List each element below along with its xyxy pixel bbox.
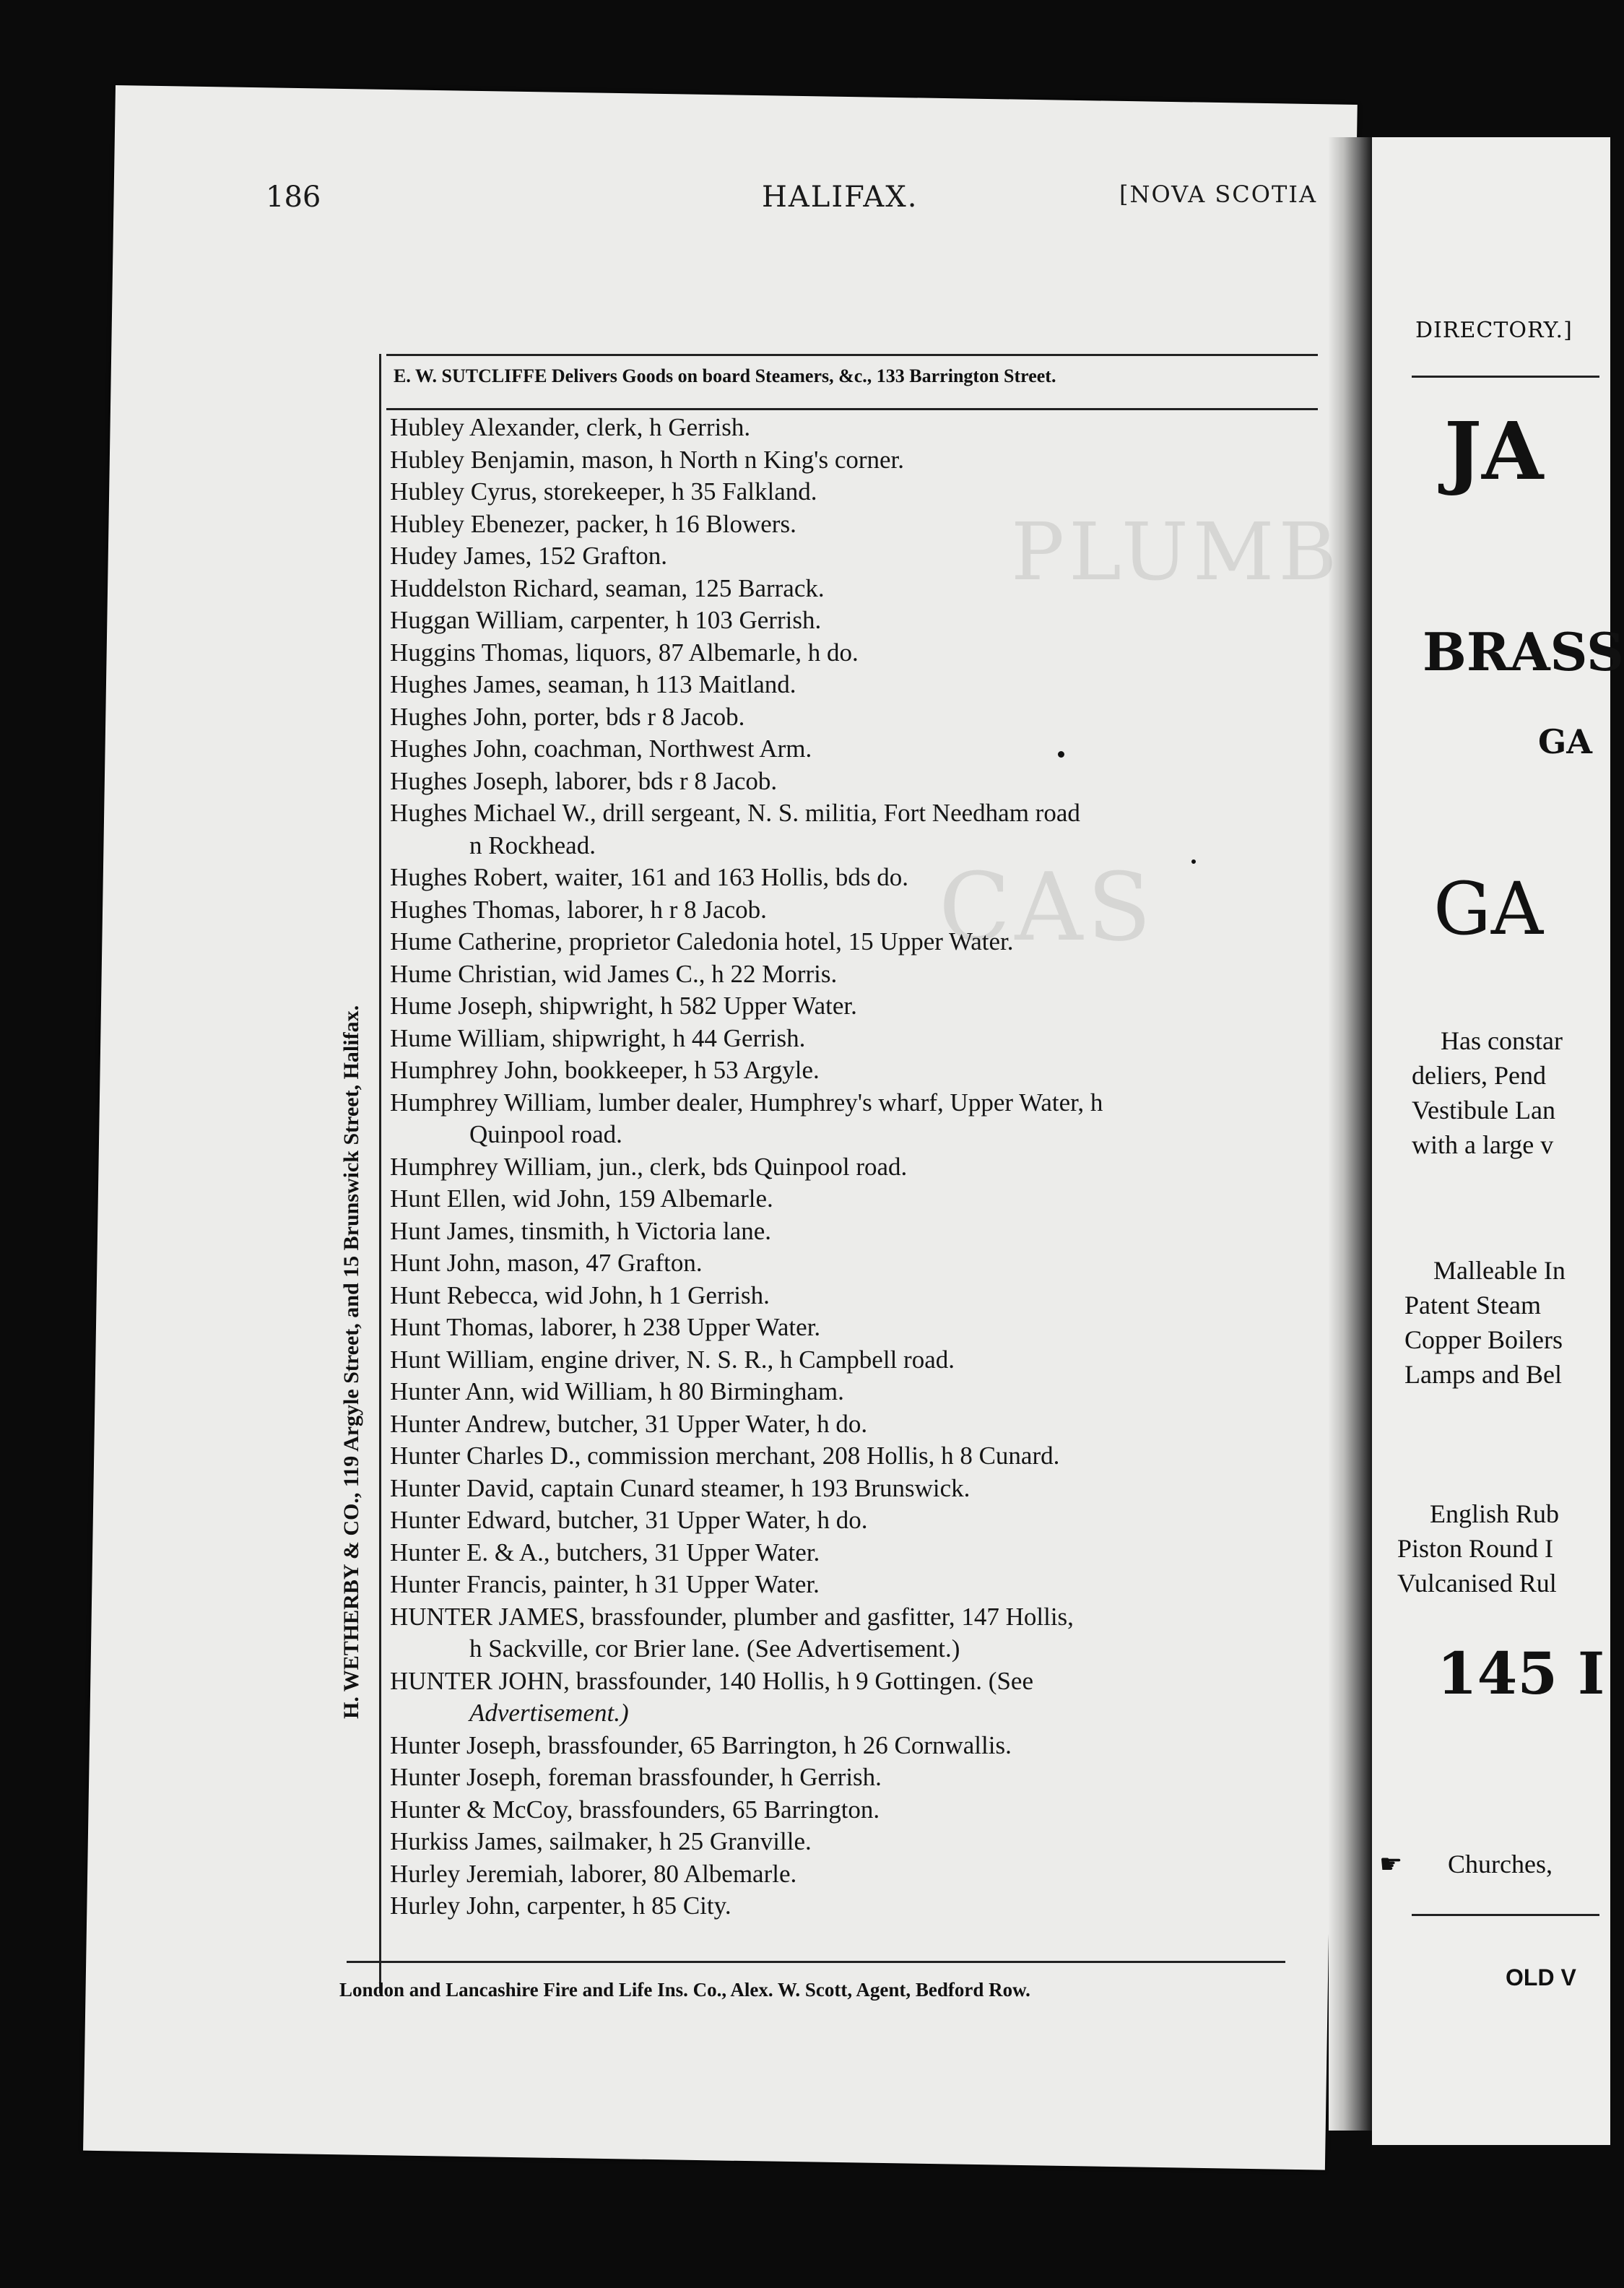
list-item: Hunt Rebecca, wid John, h 1 Gerrish. [390, 1280, 770, 1309]
list-item: Hubley Benjamin, mason, h North n King's corner. [390, 445, 905, 474]
list-item: HUNTER JAMES, brassfounder, plumber and gasfitter, 147 Hollis, [390, 1602, 1074, 1631]
list-item: Hughes Michael W., drill sergeant, N. S. militia, Fort Needham road [390, 799, 1080, 827]
facing-ad-line: Malleable In [1433, 1256, 1566, 1285]
facing-ad-line: Patent Steam [1404, 1291, 1541, 1320]
top-rule-lower [386, 408, 1318, 410]
bottom-advertisement: London and Lancashire Fire and Life Ins. Co., Alex. W. Scott, Agent, Bedford Row. [339, 1979, 1030, 2001]
list-item: Hubley Cyrus, storekeeper, h 35 Falkland. [390, 477, 817, 506]
list-item: Huddelston Richard, seaman, 125 Barrack. [390, 573, 825, 602]
list-item: Hunt James, tinsmith, h Victoria lane. [390, 1216, 772, 1245]
facing-ad-line: deliers, Pend [1412, 1061, 1546, 1090]
facing-ad-subheading: GA [1538, 722, 1592, 761]
left-rule [379, 354, 381, 1993]
list-item: Hunt Thomas, laborer, h 238 Upper Water. [390, 1313, 821, 1341]
list-item: Hunt Ellen, wid John, 159 Albemarle. [390, 1184, 773, 1213]
top-advertisement: E. W. SUTCLIFFE Delivers Goods on board Steamers, &c., 133 Barrington Street. [394, 365, 1056, 386]
list-item: Hughes John, porter, bds r 8 Jacob. [390, 702, 745, 731]
list-item: Humphrey William, lumber dealer, Humphrey's wharf, Upper Water, h [390, 1088, 1103, 1117]
running-head-state: [NOVA SCOTIA [1119, 181, 1318, 208]
list-item: Huggan William, carpenter, h 103 Gerrish. [390, 606, 822, 634]
list-item: HUNTER JOHN, brassfounder, 140 Hollis, h 9 Gottingen. (See [390, 1666, 1033, 1695]
facing-ad-line: OLD V [1506, 1964, 1576, 1990]
list-item: Hudey James, 152 Grafton. [390, 542, 667, 570]
list-item: Hunt John, mason, 47 Grafton. [390, 1249, 703, 1277]
list-item-continuation: Quinpool road. [469, 1120, 622, 1148]
book-spine [1329, 137, 1372, 2131]
list-item-continuation: n Rockhead. [469, 831, 596, 859]
list-item: Hume Catherine, proprietor Caledonia hotel, 15 Upper Water. [390, 927, 1014, 956]
ink-speck [1191, 859, 1196, 864]
list-item: Hunter Francis, painter, h 31 Upper Water. [390, 1570, 820, 1598]
directory-entries [390, 412, 1329, 1923]
list-item: Hunter David, captain Cunard steamer, h 193 Brunswick. [390, 1473, 971, 1502]
facing-ad-title: JA [1444, 404, 1544, 498]
bottom-rule [347, 1961, 1285, 1963]
page-number: 186 [266, 181, 321, 214]
facing-ad-line: English Rub [1430, 1499, 1560, 1528]
list-item: Hurley Jeremiah, laborer, 80 Albemarle. [390, 1859, 797, 1888]
facing-ad-street-number: 145 I [1437, 1639, 1605, 1707]
bleed-through-text: CAS [939, 852, 1156, 962]
list-item: Hughes John, coachman, Northwest Arm. [390, 734, 812, 763]
list-item: Humphrey John, bookkeeper, h 53 Argyle. [390, 1056, 820, 1084]
list-item: Humphrey William, jun., clerk, bds Quinpool road. [390, 1152, 908, 1181]
facing-ad-line: Vestibule Lan [1412, 1096, 1555, 1124]
list-item: Hunter Joseph, brassfounder, 65 Barrington, h 26 Cornwallis. [390, 1730, 1012, 1759]
list-item: Hughes Thomas, laborer, h r 8 Jacob. [390, 895, 767, 924]
facing-ad-line: Lamps and Bel [1404, 1360, 1562, 1389]
facing-rule [1412, 1914, 1599, 1916]
list-item: Hubley Alexander, clerk, h Gerrish. [390, 413, 751, 441]
top-rule [386, 354, 1318, 356]
bleed-through-text: PLUMB [1011, 506, 1342, 598]
list-item-continuation: h Sackville, cor Brier lane. (See Advertisement.) [469, 1634, 960, 1663]
list-item: Hunter Andrew, butcher, 31 Upper Water, h do. [390, 1409, 868, 1438]
list-item: Hume William, shipwright, h 44 Gerrish. [390, 1023, 806, 1052]
running-head-city: HALIFAX. [762, 181, 919, 214]
facing-ad-line: Has constar [1441, 1026, 1563, 1055]
facing-ad-heading: BRASS [1423, 621, 1624, 682]
list-item-continuation: Advertisement.) [469, 1699, 629, 1727]
list-item: Hunter Ann, wid William, h 80 Birmingham. [390, 1377, 844, 1405]
ink-speck [1058, 751, 1064, 758]
facing-ad-heading-large: GA [1433, 867, 1544, 951]
list-item: Hurkiss James, sailmaker, h 25 Granville. [390, 1827, 812, 1855]
facing-rule [1412, 376, 1599, 378]
list-item: Hunter Charles D., commission merchant, 208 Hollis, h 8 Cunard. [390, 1442, 1060, 1470]
list-item: Hughes Joseph, laborer, bds r 8 Jacob. [390, 766, 778, 795]
list-item: Hunter E. & A., butchers, 31 Upper Water. [390, 1538, 820, 1566]
facing-ad-line: Piston Round I [1397, 1534, 1554, 1563]
list-item: Hume Joseph, shipwright, h 582 Upper Water. [390, 992, 857, 1020]
list-item: Hughes James, seaman, h 113 Maitland. [390, 670, 796, 698]
list-item: Hurley John, carpenter, h 85 City. [390, 1892, 731, 1920]
list-item: Hunt William, engine driver, N. S. R., h Campbell road. [390, 1345, 955, 1374]
facing-ad-line: Vulcanised Rul [1397, 1569, 1557, 1598]
list-item: Hunter Joseph, foreman brassfounder, h Gerrish. [390, 1763, 882, 1791]
list-item: Hughes Robert, waiter, 161 and 163 Hollis, bds do. [390, 863, 908, 891]
list-item: Hume Christian, wid James C., h 22 Morris. [390, 959, 838, 988]
list-item: Hunter & McCoy, brassfounders, 65 Barrington. [390, 1795, 880, 1824]
facing-ad-line: Churches, [1448, 1850, 1553, 1878]
facing-running-head: DIRECTORY.] [1415, 318, 1573, 343]
facing-ad-line: Copper Boilers [1404, 1325, 1563, 1354]
list-item: Huggins Thomas, liquors, 87 Albemarle, h do. [390, 638, 859, 667]
facing-ad-line: with a large v [1412, 1130, 1554, 1159]
side-advertisement: H. WETHERBY & CO., 119 Argyle Street, and 15 Brunswick Street, Halifax. [339, 1005, 363, 1719]
list-item: Hunter Edward, butcher, 31 Upper Water, h do. [390, 1506, 868, 1534]
pointing-hand-icon: ☛ [1379, 1850, 1403, 1878]
list-item: Hubley Ebenezer, packer, h 16 Blowers. [390, 509, 796, 538]
